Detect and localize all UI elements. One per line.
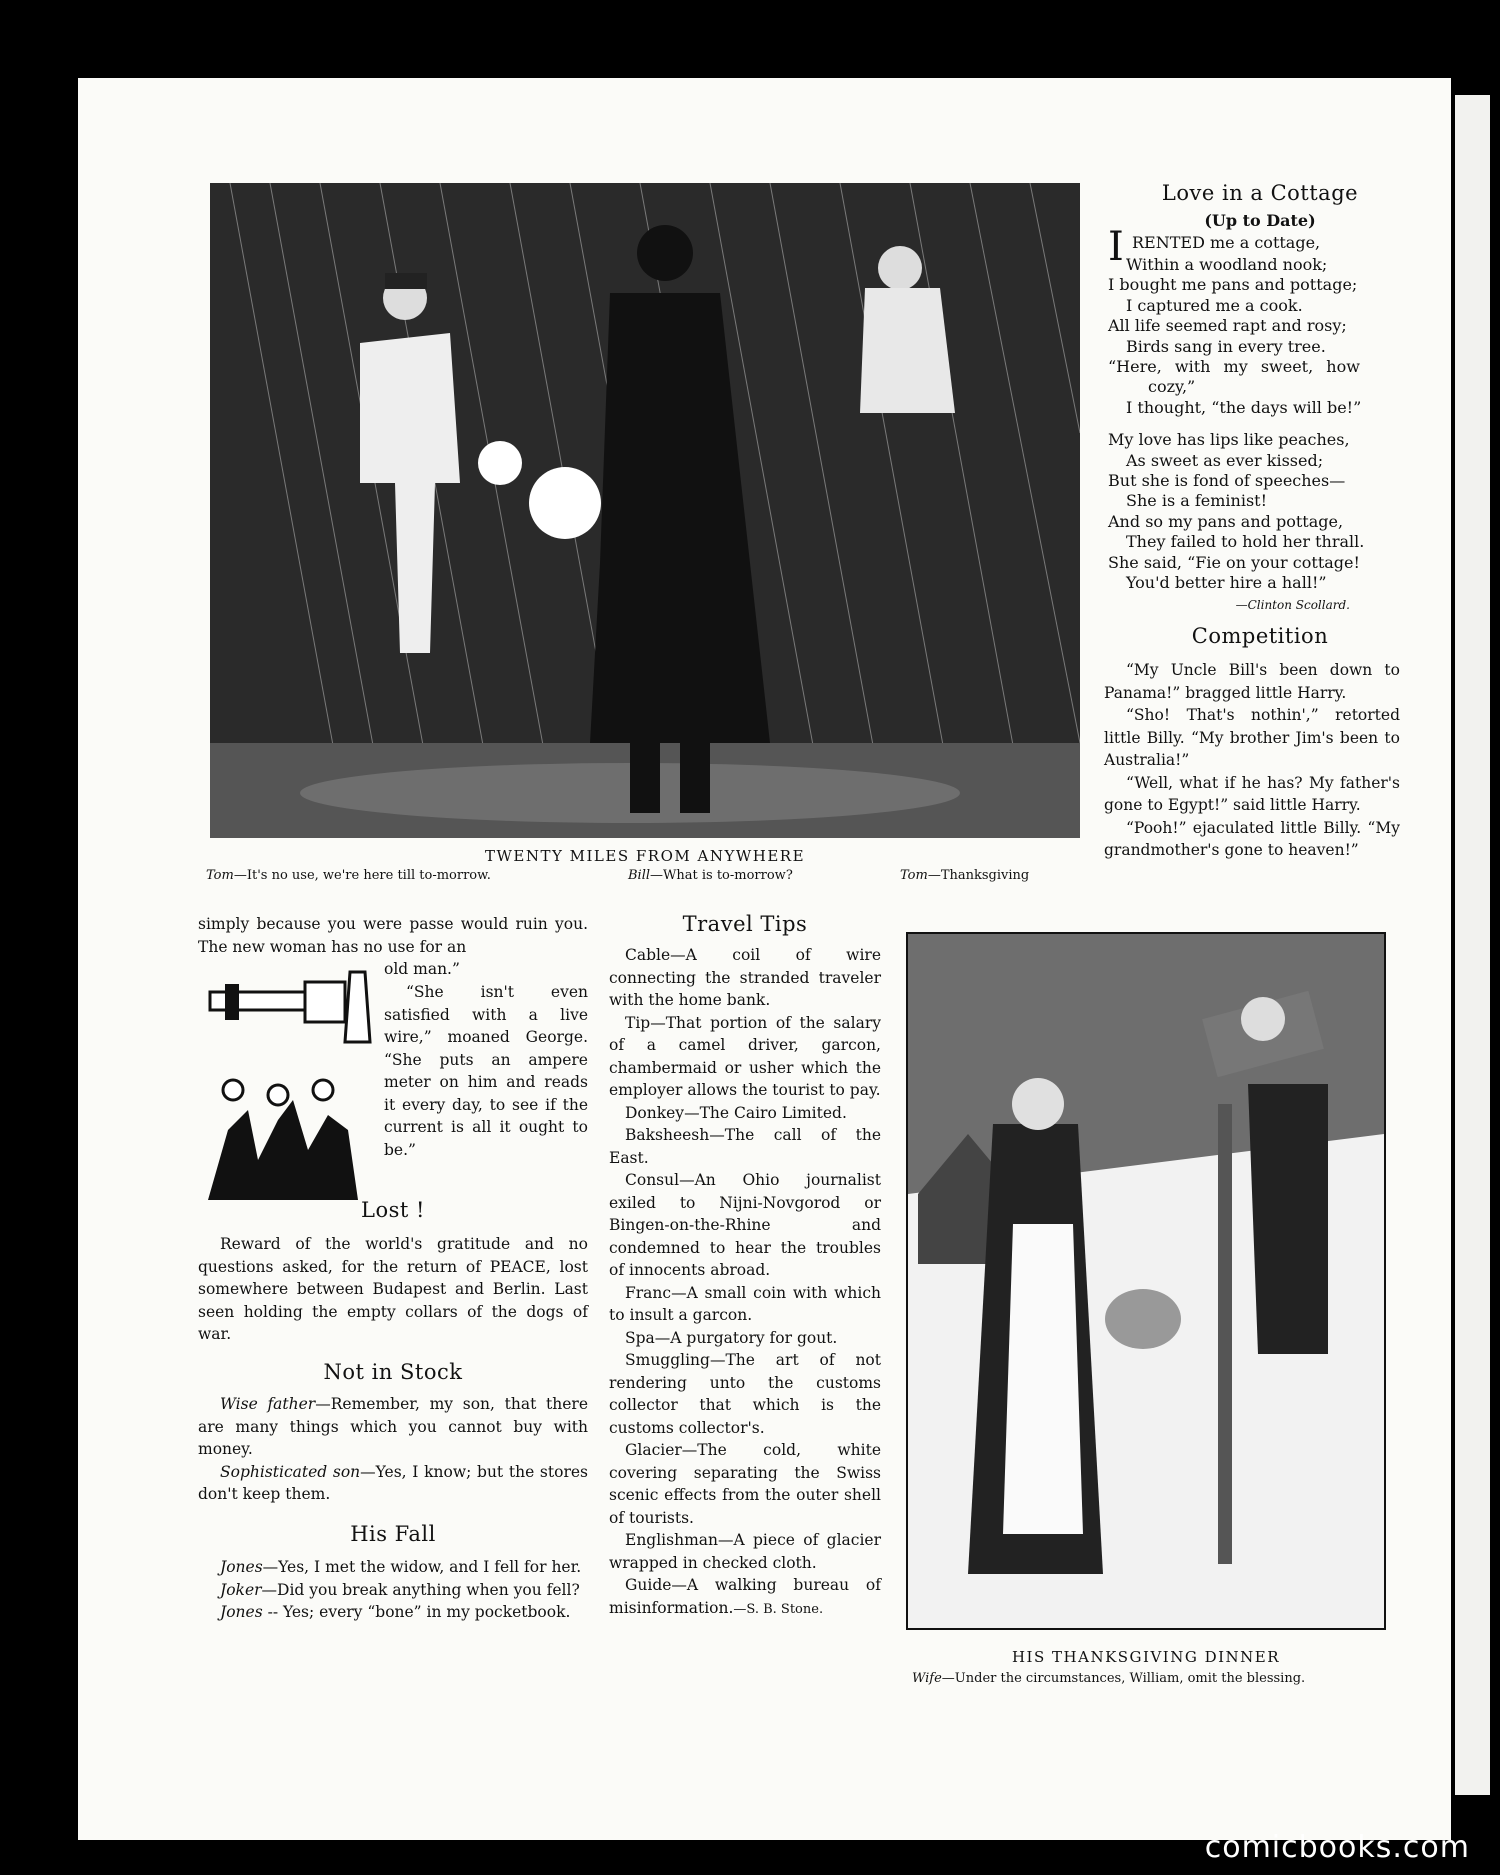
poem-line: They failed to hold her thrall. — [1126, 532, 1365, 552]
travel-tip: Donkey—The Cairo Limited. — [625, 1103, 847, 1122]
poem-line: Within a woodland nook; — [1126, 255, 1328, 274]
travel-tip: Glacier—The cold, white covering separating the Swiss scenic effects from the outer shell of tourists. — [609, 1441, 881, 1527]
travel-tip: Spa—A purgatory for gout. — [625, 1328, 838, 1347]
turkeys-illustration — [198, 1070, 368, 1202]
travel-tip: Guide—A walking bureau of misinformation.—S. B. Stone. — [609, 1576, 881, 1617]
poem-line: You'd better hire a hall!” — [1126, 573, 1327, 593]
dialog-bill: Bill—What is to-morrow? — [628, 868, 793, 883]
poem-author: —Clinton Scollard. — [1235, 598, 1350, 612]
fall-line: Jones -- Yes; every “bone” in my pocketbook. — [220, 1603, 571, 1621]
poem-line: And so my pans and pottage, — [1108, 511, 1344, 531]
competition-title: Competition — [1191, 624, 1329, 648]
poem-body — [1108, 224, 1408, 594]
dialog-tom-1: Tom—It's no use, we're here till to-morrow. — [206, 868, 491, 883]
poem-line: Birds sang in every tree. — [1126, 336, 1326, 356]
next-page-edge — [1455, 95, 1490, 1795]
poem-title: Love in a Cottage — [1161, 181, 1359, 205]
travel-tips-body — [609, 944, 881, 1621]
wire-text: “She isn't even satisfied with a live wire,” moaned George. “She puts an ampere meter on him and reads it every day, to see if the current is all it ought to be.” — [384, 983, 588, 1159]
travel-tip: Cable—A coil of wire connecting the stranded traveler with the home bank. — [609, 946, 881, 1009]
stock-line: Sophisticated son—Yes, I know; but the stores don't keep them. — [198, 1462, 588, 1503]
poem-line: I bought me pans and pottage; — [1108, 275, 1358, 295]
poem-line: All life seemed rapt and rosy; — [1108, 316, 1347, 336]
poem-line: My love has lips like peaches, — [1108, 430, 1350, 450]
travel-tip: Englishman—A piece of glacier wrapped in checked cloth. — [609, 1531, 881, 1572]
poem-line: As sweet as ever kissed; — [1126, 450, 1324, 470]
plug-wire-illustration — [205, 962, 373, 1048]
rain-cartoon-illustration — [210, 183, 1080, 838]
lost-body — [198, 1233, 588, 1346]
poem-line: I captured me a cook. — [1126, 295, 1303, 315]
travel-tip: Smuggling—The art of not rendering unto the customs collector that which is the customs collector's. — [609, 1351, 881, 1437]
dialog-tom-2: Tom—Thanksgiving — [900, 868, 1030, 883]
bottom-cartoon-dialog: Wife—Under the circumstances, William, omit the blessing. — [912, 1671, 1306, 1686]
poem-line: But she is fond of speeches— — [1108, 471, 1346, 491]
top-cartoon-caption: TWENTY MILES FROM ANYWHERE — [484, 847, 806, 865]
competition-para: “My Uncle Bill's been down to Panama!” bragged little Harry. — [1104, 661, 1400, 702]
competition-para: “Pooh!” ejaculated little Billy. “My grandmother's gone to heaven!” — [1104, 818, 1400, 859]
his-fall-body — [198, 1556, 588, 1624]
poem-line: “Here, with my sweet, how — [1108, 357, 1360, 377]
poem-line: I thought, “the days will be!” — [1126, 397, 1362, 417]
competition-para: “Sho! That's nothin',” retorted little Billy. “My brother Jim's been to Australia!” — [1104, 706, 1400, 769]
lost-text: Reward of the world's gratitude and no questions asked, for the return of PEACE, lost somewhere between Budapest and Berlin. Last seen holding the empty collars of the dogs of war. — [198, 1235, 588, 1343]
fall-line: Joker—Did you break anything when you fell? — [220, 1580, 580, 1599]
travel-tip: Consul—An Ohio journalist exiled to Nijni-Novgorod or Bingen-on-the-Rhine and condemned to hear the troubles of innocents abroad. — [609, 1171, 881, 1279]
poem-dropcap: I — [1108, 224, 1124, 270]
poem-subtitle: (Up to Date) — [1204, 211, 1316, 230]
poem-line: She said, “Fie on your cottage! — [1108, 552, 1360, 572]
not-in-stock-body — [198, 1393, 588, 1506]
fall-line: Jones—Yes, I met the widow, and I fell for her. — [220, 1558, 582, 1576]
thanksgiving-illustration — [906, 932, 1386, 1630]
bottom-cartoon-caption: HIS THANKSGIVING DINNER — [1011, 1648, 1281, 1666]
travel-tip: Tip—That portion of the salary of a camel driver, garcon, chambermaid or usher which the employer allows the tourist to pay. — [609, 1013, 881, 1099]
poem-line: cozy,” — [1148, 377, 1196, 397]
travel-author: —S. B. Stone. — [733, 1601, 824, 1617]
travel-tips-title: Travel Tips — [682, 912, 808, 936]
not-in-stock-title: Not in Stock — [323, 1360, 463, 1384]
watermark: comicbooks.com — [1204, 1830, 1470, 1865]
continued-text: simply because you were passe would ruin you. The new woman has no use for an — [198, 915, 588, 956]
stock-line: Wise father—Remember, my son, that there are many things which you cannot buy with money. — [198, 1395, 588, 1458]
poem-line: She is a feminist! — [1126, 491, 1268, 511]
competition-body — [1104, 659, 1400, 862]
travel-tip: Franc—A small coin with which to insult a garcon. — [609, 1283, 881, 1324]
travel-tip: Baksheesh—The call of the East. — [609, 1126, 881, 1167]
competition-para: “Well, what if he has? My father's gone to Egypt!” said little Harry. — [1104, 773, 1400, 814]
wire-paragraph — [384, 981, 588, 1161]
poem-line-1: RENTED me a cottage, — [1132, 233, 1321, 252]
his-fall-title: His Fall — [350, 1522, 436, 1546]
continued-text-end: old man.” — [384, 960, 460, 978]
lost-title: Lost ! — [361, 1198, 425, 1222]
